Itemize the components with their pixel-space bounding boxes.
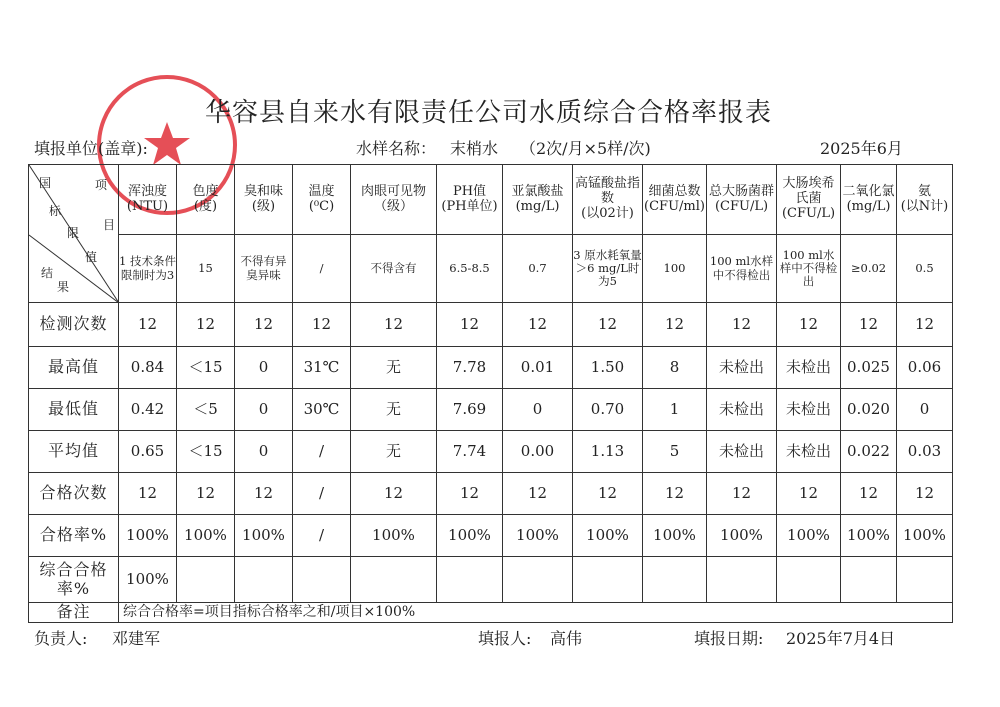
table-cell: 12	[119, 473, 177, 515]
table-cell: 0	[235, 389, 293, 431]
table-cell: 12	[119, 303, 177, 347]
table-cell: 0	[503, 389, 573, 431]
table-cell: 7.69	[437, 389, 503, 431]
table-row	[29, 431, 953, 473]
col-header-ph: PH值 (PH单位)	[437, 165, 503, 235]
limit-cell: 100 ml水样中不得检出	[777, 235, 841, 303]
table-cell: 7.74	[437, 431, 503, 473]
table-cell: 0.01	[503, 347, 573, 389]
table-row	[29, 473, 953, 515]
table-cell: 12	[841, 303, 897, 347]
table-cell: 31℃	[293, 347, 351, 389]
table-cell: 12	[503, 473, 573, 515]
table-cell: 0.00	[503, 431, 573, 473]
table-cell: 100%	[351, 515, 437, 557]
table-cell: 0	[235, 347, 293, 389]
table-cell: ＜15	[177, 431, 235, 473]
table-cell: 100%	[707, 515, 777, 557]
limit-cell: 15	[177, 235, 235, 303]
row-label: 检测次数	[29, 303, 119, 347]
table-row	[29, 303, 953, 347]
col-header-visible-matter: 肉眼可见物（级）	[351, 165, 437, 235]
row-label: 平均值	[29, 431, 119, 473]
corner-zhi: 值	[85, 250, 98, 264]
remark-label: 备注	[29, 603, 119, 623]
table-cell: 12	[897, 473, 953, 515]
table-row	[29, 347, 953, 389]
table-cell: 100%	[841, 515, 897, 557]
table-cell: 12	[351, 303, 437, 347]
responsible-name: 邓建军	[112, 629, 161, 648]
table-cell: /	[293, 515, 351, 557]
col-header-bacteria: 细菌总数 (CFU/ml)	[643, 165, 707, 235]
table-cell: ＜5	[177, 389, 235, 431]
table-cell: 1.50	[573, 347, 643, 389]
limit-cell: 6.5-8.5	[437, 235, 503, 303]
table-cell: 30℃	[293, 389, 351, 431]
table-cell: 8	[643, 347, 707, 389]
table-cell: 12	[235, 303, 293, 347]
table-cell: 1.13	[573, 431, 643, 473]
table-cell: 12	[503, 303, 573, 347]
col-header-ammonia: 氨 (以N计)	[897, 165, 953, 235]
table-cell: 无	[351, 347, 437, 389]
table-cell: 0	[897, 389, 953, 431]
date-label: 填报日期:	[694, 629, 764, 648]
corner-guo2: 果	[57, 280, 70, 294]
corner-biao: 标	[49, 204, 62, 218]
table-cell: 12	[707, 473, 777, 515]
col-header-chlorine-dioxide: 二氧化氯 (mg/L)	[841, 165, 897, 235]
table-cell: 100%	[119, 515, 177, 557]
table-cell: 12	[643, 303, 707, 347]
corner-guo: 国	[39, 176, 52, 190]
corner-xian: 限	[67, 226, 80, 240]
table-cell: 无	[351, 431, 437, 473]
limit-cell: /	[293, 235, 351, 303]
table-cell: 0.022	[841, 431, 897, 473]
col-header-odor: 臭和味 (级)	[235, 165, 293, 235]
corner-xiang: 项	[95, 178, 108, 192]
limit-cell: 不得含有	[351, 235, 437, 303]
table-cell: 无	[351, 389, 437, 431]
corner-mu: 目	[103, 218, 116, 232]
table-cell: 12	[643, 473, 707, 515]
col-header-ecoli: 大肠埃希氏菌 (CFU/L)	[777, 165, 841, 235]
corner-cell	[29, 165, 119, 303]
overall-value: 100%	[119, 557, 177, 603]
table-cell: 未检出	[707, 389, 777, 431]
table-cell: 12	[573, 303, 643, 347]
table-cell: 未检出	[707, 347, 777, 389]
sample-frequency: （2次/月×5样/次)	[520, 139, 651, 158]
limit-cell: ≥0.02	[841, 235, 897, 303]
unit-label: 填报单位(盖章):	[34, 139, 148, 158]
table-cell: 0.42	[119, 389, 177, 431]
row-label: 最高值	[29, 347, 119, 389]
table-cell: 0.70	[573, 389, 643, 431]
table-cell: 100%	[897, 515, 953, 557]
table-cell: 0.03	[897, 431, 953, 473]
limit-cell: 100	[643, 235, 707, 303]
table-cell: 100%	[437, 515, 503, 557]
limit-cell: 1 技术条件限制时为3	[119, 235, 177, 303]
col-header-permanganate: 高锰酸盐指数 (以02计)	[573, 165, 643, 235]
table-cell: 5	[643, 431, 707, 473]
table-cell: 7.78	[437, 347, 503, 389]
table-row	[29, 515, 953, 557]
col-header-temperature: 温度 (⁰C)	[293, 165, 351, 235]
sample-label: 水样名称：	[356, 139, 437, 158]
table-cell: 12	[841, 473, 897, 515]
report-period: 2025年6月	[820, 139, 903, 158]
sample-name: 末梢水	[450, 139, 499, 158]
table-cell: 12	[437, 473, 503, 515]
limit-cell: 100 ml水样中不得检出	[707, 235, 777, 303]
table-cell: 100%	[503, 515, 573, 557]
table-cell: /	[293, 431, 351, 473]
corner-jie: 结	[41, 266, 54, 280]
table-cell: 100%	[177, 515, 235, 557]
limit-cell: 0.5	[897, 235, 953, 303]
filler-name: 高伟	[550, 629, 583, 648]
table-cell: 100%	[235, 515, 293, 557]
limit-cell: 0.7	[503, 235, 573, 303]
limit-cell: 不得有异臭异味	[235, 235, 293, 303]
report-date: 2025年7月4日	[786, 629, 896, 648]
table-cell: 12	[177, 303, 235, 347]
table-cell: 0.65	[119, 431, 177, 473]
table-cell: 未检出	[777, 389, 841, 431]
table-cell: 100%	[573, 515, 643, 557]
col-header-turbidity: 浑浊度 (NTU)	[119, 165, 177, 235]
table-row	[29, 389, 953, 431]
table-cell: 100%	[777, 515, 841, 557]
table-cell: 12	[177, 473, 235, 515]
table-cell: 0.025	[841, 347, 897, 389]
data-rows	[29, 303, 953, 557]
report-title: 华容县自来水有限责任公司水质综合合格率报表	[205, 98, 773, 128]
filler-label: 填报人:	[478, 629, 532, 648]
row-label: 合格率%	[29, 515, 119, 557]
table-cell: /	[293, 473, 351, 515]
col-header-coliform: 总大肠菌群 (CFU/L)	[707, 165, 777, 235]
table-cell: 未检出	[777, 347, 841, 389]
responsible-label: 负责人:	[34, 629, 88, 648]
table-cell: 未检出	[777, 431, 841, 473]
table-cell: 0.06	[897, 347, 953, 389]
table-cell: 12	[437, 303, 503, 347]
table-cell: 100%	[643, 515, 707, 557]
table-cell: 未检出	[707, 431, 777, 473]
col-header-color: 色度 (度)	[177, 165, 235, 235]
table-cell: 0	[235, 431, 293, 473]
table-cell: 0.84	[119, 347, 177, 389]
table-cell: 12	[573, 473, 643, 515]
table-cell: 12	[707, 303, 777, 347]
col-header-chlorite: 亚氯酸盐 (mg/L)	[503, 165, 573, 235]
limit-cell: 3 原水耗氧量＞6 mg/L时为5	[573, 235, 643, 303]
table-cell: 12	[293, 303, 351, 347]
row-label: 合格次数	[29, 473, 119, 515]
table-cell: 12	[351, 473, 437, 515]
table-cell: 0.020	[841, 389, 897, 431]
table-cell: ＜15	[177, 347, 235, 389]
table-cell: 12	[235, 473, 293, 515]
table-cell: 1	[643, 389, 707, 431]
overall-label: 综合合格率%	[29, 557, 119, 603]
table-cell: 12	[777, 473, 841, 515]
quality-table	[28, 164, 953, 623]
row-label: 最低值	[29, 389, 119, 431]
remark-text: 综合合格率=项目指标合格率之和/项目×100%	[119, 603, 953, 623]
table-cell: 12	[897, 303, 953, 347]
table-cell: 12	[777, 303, 841, 347]
